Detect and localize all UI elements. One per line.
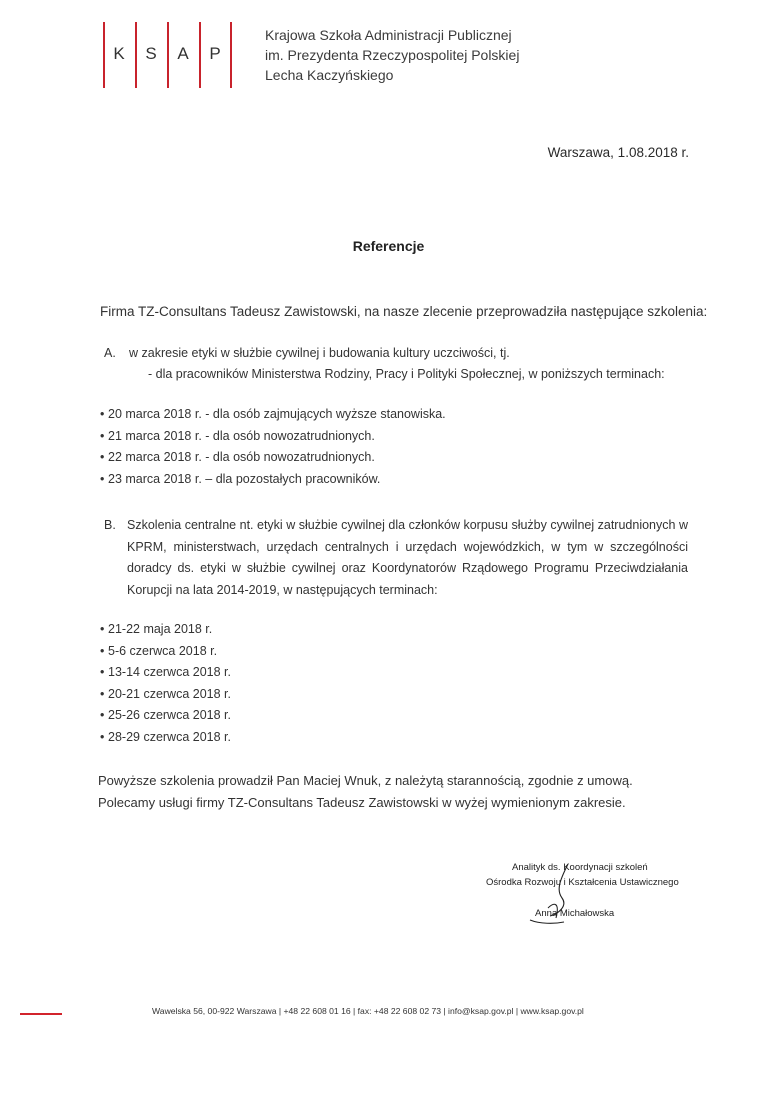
signature-title: Analityk ds. Koordynacji szkoleń <box>512 862 648 873</box>
document-title: Referencje <box>352 238 425 254</box>
closing-paragraph <box>98 770 633 814</box>
list-item: • 23 marca 2018 r. – dla pozostałych pracowników. <box>100 471 381 486</box>
list-item: • 28-29 czerwca 2018 r. <box>100 729 231 744</box>
list-item: • 20 marca 2018 r. - dla osób zajmujących wyższe stanowiska. <box>100 407 446 421</box>
closing-line: Powyższe szkolenia prowadził Pan Maciej Wnuk, z należytą starannością, zgodnie z umową. <box>98 773 633 788</box>
logo-letter: S <box>145 44 157 63</box>
section-a-list <box>100 407 446 493</box>
section-b <box>104 515 688 601</box>
logo-divider <box>199 22 201 88</box>
logo-letter: A <box>177 44 189 63</box>
signature-department: Ośrodka Rozwoju i Kształcenia Ustawicznego <box>486 877 679 888</box>
section-b-marker: B. <box>104 518 116 532</box>
section-b-list <box>100 622 231 751</box>
closing-line: Polecamy usługi firmy TZ-Consultans Tadeusz Zawistowski w wyżej wymienionym zakresie. <box>98 795 626 810</box>
logo-letter: P <box>209 44 221 63</box>
list-item: • 21-22 maja 2018 r. <box>100 622 213 636</box>
logo-divider <box>167 22 169 88</box>
logo-divider <box>103 22 105 88</box>
section-a <box>104 346 665 381</box>
signature-stamp <box>480 858 680 928</box>
logo-divider <box>135 22 137 88</box>
list-item: • 22 marca 2018 r. - dla osób nowozatrudnionych. <box>100 450 375 464</box>
ksap-logo <box>103 22 231 88</box>
list-item: • 21 marca 2018 r. - dla osób nowozatrudnionych. <box>100 428 375 443</box>
section-a-marker: A. <box>104 346 116 360</box>
footer-contact: Wawelska 56, 00-922 Warszawa | +48 22 608 01 16 | fax: +48 22 608 02 73 | info@ksap.gov.pl | www.ksap.gov.pl <box>152 1006 584 1016</box>
footer-accent-line <box>20 1013 62 1015</box>
section-b-text: Szkolenia centralne nt. etyki w służbie cywilnej dla członków korpusu służby cywilnej zatrudnionych w KPRM, ministerstwach, urzędach centralnych i urzędach wojewódzkich, w tym w szczególności doradcy ds. etyki w służbie cywilnej oraz Koordynatorów Rządowego Programu Przeciwdziałania Korupcji na lata 2014-2019, w następujących terminach: <box>127 518 688 597</box>
organization-name <box>265 25 519 85</box>
list-item: • 13-14 czerwca 2018 r. <box>100 665 231 679</box>
list-item: • 20-21 czerwca 2018 r. <box>100 686 231 701</box>
list-item: • 25-26 czerwca 2018 r. <box>100 708 231 722</box>
org-line: Krajowa Szkoła Administracji Publicznej <box>265 27 512 43</box>
org-line: Lecha Kaczyńskiego <box>265 67 394 83</box>
intro-paragraph: Firma TZ-Consultans Tadeusz Zawistowski, na nasze zlecenie przeprowadziła następujące szkolenia: <box>100 304 708 319</box>
logo-letter: K <box>113 44 125 63</box>
signature-name: Anna Michałowska <box>535 908 615 919</box>
org-line: im. Prezydenta Rzeczypospolitej Polskiej <box>265 47 520 63</box>
logo-divider <box>230 22 232 88</box>
section-a-line: w zakresie etyki w służbie cywilnej i budowania kultury uczciwości, tj. <box>129 346 510 360</box>
letter-date: Warszawa, 1.08.2018 r. <box>547 145 689 160</box>
list-item: • 5-6 czerwca 2018 r. <box>100 643 218 658</box>
section-a-subline: - dla pracowników Ministerstwa Rodziny, Pracy i Polityki Społecznej, w poniższych terminach: <box>148 367 665 381</box>
